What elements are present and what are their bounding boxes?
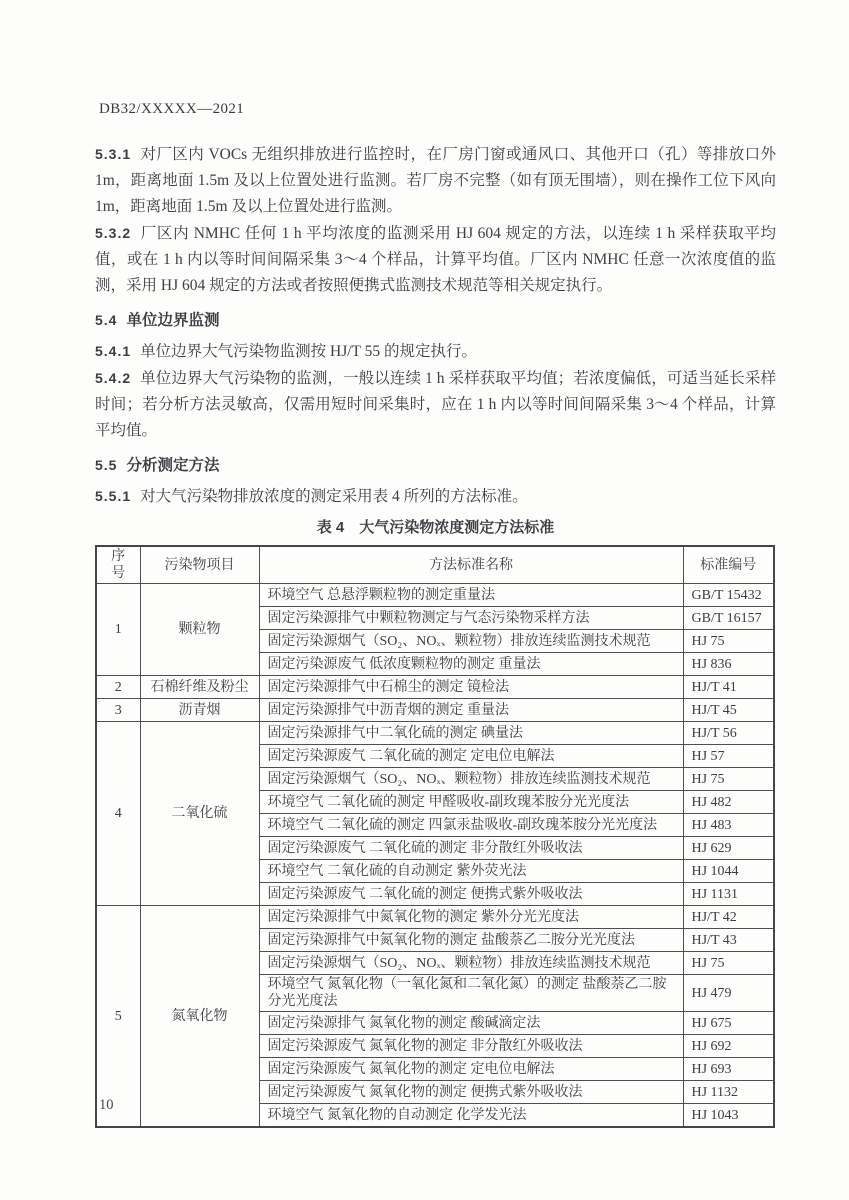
- standard-code-cell: HJ 75: [683, 952, 774, 975]
- standard-code-cell: HJ 1132: [683, 1081, 774, 1104]
- method-name-cell: 固定污染源烟气（SO₂、NOₓ、颗粒物）排放连续监测技术规范: [259, 630, 683, 653]
- method-name-cell: 固定污染源废气 二氧化硫的测定 定电位电解法: [259, 745, 683, 768]
- method-name-cell: 固定污染源排气中石棉尘的测定 镜检法: [259, 676, 683, 699]
- standard-code-cell: HJ 75: [683, 768, 774, 791]
- seq-cell: 2: [96, 676, 140, 699]
- method-name-cell: 环境空气 二氧化硫的自动测定 紫外荧光法: [259, 860, 683, 883]
- method-name-cell: 固定污染源排气中颗粒物测定与气态污染物采样方法: [259, 607, 683, 630]
- table-row: [96, 722, 774, 745]
- method-name-cell: 固定污染源废气 氮氧化物的测定 便携式紫外吸收法: [259, 1081, 683, 1104]
- standard-code-cell: HJ 675: [683, 1012, 774, 1035]
- section-heading-text: 分析测定方法: [126, 457, 220, 474]
- method-name-cell: 固定污染源废气 氮氧化物的测定 非分散红外吸收法: [259, 1035, 683, 1058]
- method-name-cell: 固定污染源排气中二氧化硫的测定 碘量法: [259, 722, 683, 745]
- standard-code-cell: HJ/T 45: [683, 699, 774, 722]
- standard-code-cell: HJ 75: [683, 630, 774, 653]
- standard-code-cell: HJ 629: [683, 837, 774, 860]
- table-row: [96, 584, 774, 607]
- methods-table: [95, 545, 775, 1128]
- method-name-cell: 固定污染源废气 低浓度颗粒物的测定 重量法: [259, 653, 683, 676]
- method-name-cell: 环境空气 二氧化硫的测定 甲醛吸收-副玫瑰苯胺分光光度法: [259, 791, 683, 814]
- clause-text: 单位边界大气污染物监测按 HJ/T 55 的规定执行。: [140, 343, 477, 360]
- table-header-cell: 序号: [96, 546, 140, 584]
- body-paragraphs: [95, 141, 776, 510]
- table-row: [96, 699, 774, 722]
- table-row: [96, 906, 774, 929]
- method-name-cell: 固定污染源排气中氮氧化物的测定 紫外分光光度法: [259, 906, 683, 929]
- section-heading-text: 单位边界监测: [126, 312, 220, 329]
- standard-code-cell: HJ 1131: [683, 883, 774, 906]
- method-name-cell: 环境空气 氮氧化物（一氧化氮和二氧化氮）的测定 盐酸萘乙二胺分光光度法: [259, 975, 683, 1012]
- clause-number: 5.4.1: [95, 343, 132, 359]
- clause-text: 对厂区内 VOCs 无组织排放进行监控时，在厂房门窗或通风口、其他开口（孔）等排放口外 1m，距离地面 1.5m 及以上位置处进行监测。若厂房不完整（如有顶无围墙），则在操作工位下风向 1m，距离地面 1.5m 及以上位置处进行监测。: [95, 146, 776, 215]
- clause-text: 厂区内 NMHC 任何 1 h 平均浓度的监测采用 HJ 604 规定的方法，以连续 1 h 采样获取平均值，或在 1 h 内以等时间间隔采集 3～4 个样品，计算平均值。厂区内 NMHC 任意一次浓度值的监测，采用 HJ 604 规定的方法或者按照便携式监测技术规范等相关规定执行。: [95, 225, 776, 294]
- standard-code-cell: GB/T 15432: [683, 584, 774, 607]
- method-name-cell: 固定污染源排气中沥青烟的测定 重量法: [259, 699, 683, 722]
- clause-paragraph: [95, 365, 776, 444]
- clause-paragraph: [95, 483, 776, 510]
- clause-text: 对大气污染物排放浓度的测定采用表 4 所列的方法标准。: [140, 488, 528, 505]
- standard-code-cell: HJ 1044: [683, 860, 774, 883]
- clause-paragraph: [95, 141, 776, 220]
- seq-cell: 4: [96, 722, 140, 906]
- seq-cell: 5: [96, 906, 140, 1128]
- clause-number: 5.5.1: [95, 488, 132, 504]
- clause-number: 5.3.1: [95, 146, 132, 162]
- standard-code-cell: GB/T 16157: [683, 607, 774, 630]
- standard-code-cell: HJ 693: [683, 1058, 774, 1081]
- table-header-cell: 污染物项目: [140, 546, 259, 584]
- clause-number: 5.3.2: [95, 225, 132, 241]
- method-name-cell: 固定污染源烟气（SO₂、NOₓ、颗粒物）排放连续监测技术规范: [259, 952, 683, 975]
- document-code-header: DB32/XXXXX—2021: [99, 101, 245, 117]
- table-row: [96, 676, 774, 699]
- table-header-cell: 标准编号: [683, 546, 774, 584]
- table-title: 表 4 大气污染物浓度测定方法标准: [316, 519, 555, 536]
- method-name-cell: 固定污染源废气 氮氧化物的测定 定电位电解法: [259, 1058, 683, 1081]
- table-header-row: [96, 546, 774, 584]
- method-name-cell: 环境空气 二氧化硫的测定 四氯汞盐吸收-副玫瑰苯胺分光光度法: [259, 814, 683, 837]
- standard-code-cell: HJ/T 41: [683, 676, 774, 699]
- clause-number: 5.4.2: [95, 370, 132, 386]
- document-body: [95, 141, 776, 1128]
- section-number: 5.4: [95, 312, 118, 328]
- standard-code-cell: HJ 1043: [683, 1104, 774, 1128]
- section-heading: [95, 308, 776, 330]
- method-name-cell: 固定污染源排气中氮氧化物的测定 盐酸萘乙二胺分光光度法: [259, 929, 683, 952]
- pollutant-cell: 沥青烟: [140, 699, 259, 722]
- standard-code-cell: HJ/T 56: [683, 722, 774, 745]
- pollutant-cell: 石棉纤维及粉尘: [140, 676, 259, 699]
- standard-code-cell: HJ 692: [683, 1035, 774, 1058]
- standard-code-cell: HJ 57: [683, 745, 774, 768]
- table-body: [96, 584, 774, 1128]
- method-name-cell: 固定污染源废气 二氧化硫的测定 便携式紫外吸收法: [259, 883, 683, 906]
- seq-cell: 3: [96, 699, 140, 722]
- clause-paragraph: [95, 338, 776, 365]
- standard-code-cell: HJ/T 42: [683, 906, 774, 929]
- table-header-cell: 方法标准名称: [259, 546, 683, 584]
- standard-code-cell: HJ 836: [683, 653, 774, 676]
- section-number: 5.5: [95, 457, 118, 473]
- standard-code-cell: HJ/T 43: [683, 929, 774, 952]
- section-heading: [95, 453, 776, 475]
- method-name-cell: 环境空气 氮氧化物的自动测定 化学发光法: [259, 1104, 683, 1128]
- standard-code-cell: HJ 483: [683, 814, 774, 837]
- clause-paragraph: [95, 220, 776, 299]
- pollutant-cell: 二氧化硫: [140, 722, 259, 906]
- method-name-cell: 固定污染源烟气（SO₂、NOₓ、颗粒物）排放连续监测技术规范: [259, 768, 683, 791]
- standard-code-cell: HJ 479: [683, 975, 774, 1012]
- pollutant-cell: 氮氧化物: [140, 906, 259, 1128]
- page-number: 10: [99, 1097, 114, 1113]
- standard-code-cell: HJ 482: [683, 791, 774, 814]
- method-name-cell: 固定污染源排气 氮氧化物的测定 酸碱滴定法: [259, 1012, 683, 1035]
- method-name-cell: 固定污染源废气 二氧化硫的测定 非分散红外吸收法: [259, 837, 683, 860]
- method-name-cell: 环境空气 总悬浮颗粒物的测定重量法: [259, 584, 683, 607]
- pollutant-cell: 颗粒物: [140, 584, 259, 676]
- clause-text: 单位边界大气污染物的监测，一般以连续 1 h 采样获取平均值；若浓度偏低，可适当延长采样时间；若分析方法灵敏高，仅需用短时间采集时，应在 1 h 内以等时间间隔采集 3～4 个样品，计算平均值。: [95, 370, 776, 439]
- seq-cell: 1: [96, 584, 140, 676]
